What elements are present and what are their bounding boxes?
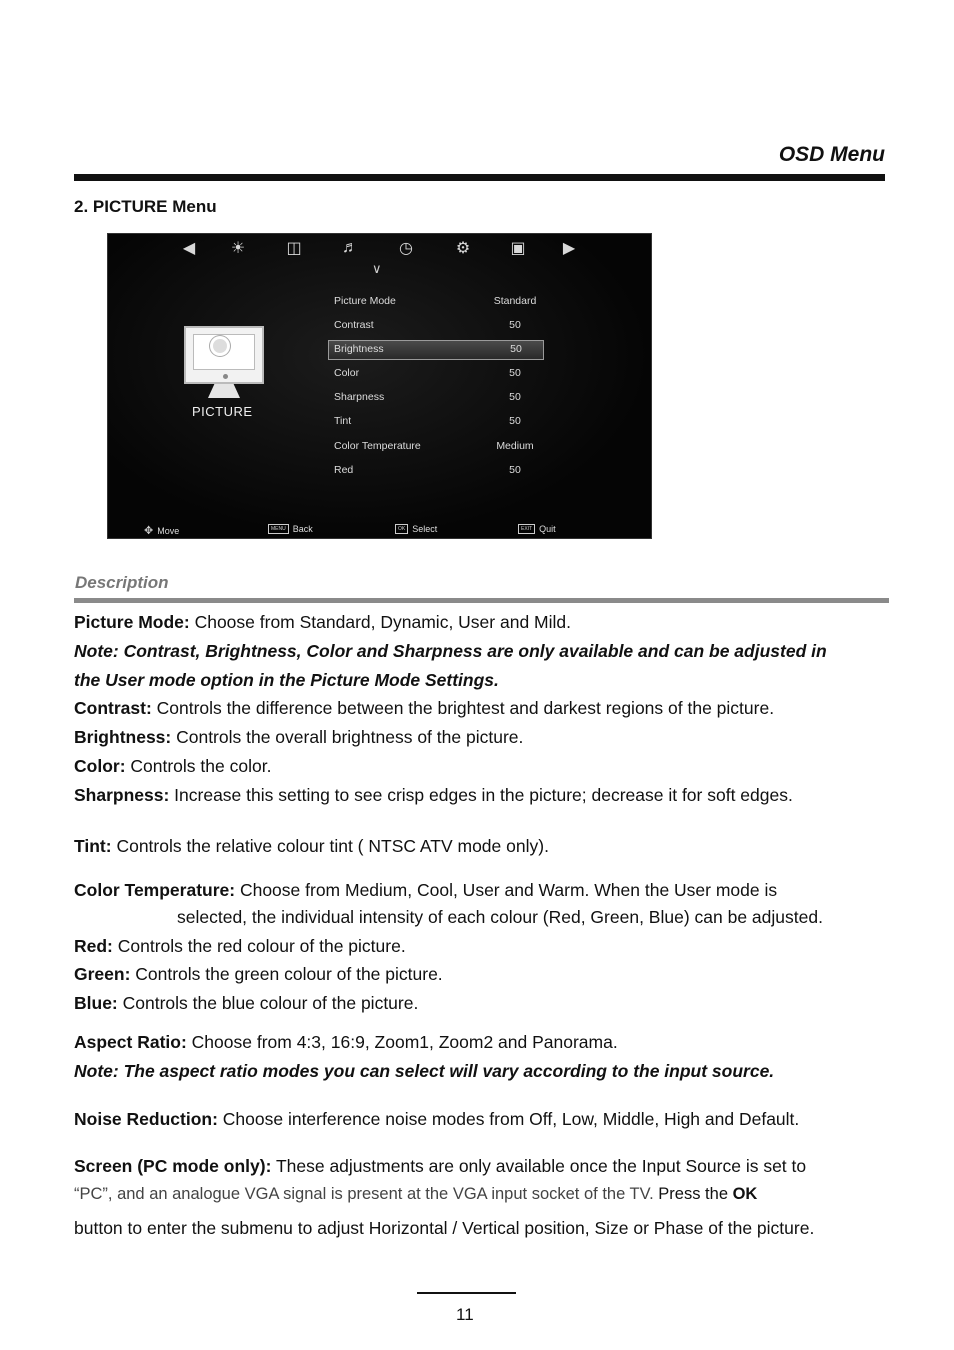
osd-row-value: 50: [509, 391, 521, 403]
osd-row-label: Color Temperature: [334, 440, 421, 452]
setup-icon: ⚙: [455, 240, 471, 257]
term-label: Green:: [74, 964, 131, 984]
osd-row-value: 50: [510, 343, 522, 355]
hint-label: Move: [157, 525, 180, 536]
osd-row-sharpness[interactable]: [334, 388, 542, 408]
osd-hint-move: [144, 524, 179, 537]
osd-hint-back: [268, 524, 313, 534]
term-text: position, Size or Phase of the picture.: [524, 1218, 815, 1238]
osd-row-value: 50: [509, 319, 521, 331]
term-text: These adjustments are only available once the Input Source is set to: [271, 1156, 807, 1176]
term-text: Controls the relative colour tint ( NTSC ATV mode only).: [111, 836, 549, 856]
term-text: Choose interference noise modes from Off, Low, Middle, High and Default.: [217, 1109, 800, 1129]
term-text: Controls the difference between the brightest and darkest regions of the picture.: [151, 698, 775, 718]
term-text: button to enter the submenu to adjust Horizontal / Vertical: [74, 1218, 520, 1238]
term-text: Controls the green colour of the picture.: [130, 964, 443, 984]
red-description: [74, 936, 406, 957]
blue-description: [74, 993, 418, 1014]
monitor-stand: [208, 384, 240, 398]
ok-key-label: OK: [732, 1185, 758, 1203]
term-label: Screen (PC mode only):: [74, 1156, 272, 1176]
osd-row-label: Tint: [334, 415, 352, 427]
term-text: Choose from Medium, Cool, User and Warm. When the User mode is: [235, 880, 778, 900]
sharpness-description: [74, 785, 793, 806]
term-text: Controls the red colour of the picture.: [112, 936, 406, 956]
tint-description: [74, 836, 549, 857]
screen-description: [74, 1156, 806, 1177]
osd-row-color[interactable]: [334, 364, 542, 384]
term-label: Red:: [74, 936, 113, 956]
osd-row-label: Sharpness: [334, 391, 385, 403]
osd-row-value: 50: [509, 415, 521, 427]
color-temperature-description-cont: selected, the individual intensity of each colour (Red, Green, Blue) can be adjusted.: [177, 907, 823, 927]
osd-row-label: Picture Mode: [334, 295, 396, 307]
term-label: Noise Reduction:: [74, 1109, 218, 1129]
screen-description-line-3: [74, 1218, 814, 1239]
brightness-description: [74, 727, 523, 748]
noise-reduction-description: [74, 1109, 799, 1130]
osd-row-brightness[interactable]: [328, 340, 544, 360]
term-text: Controls the blue colour of the picture.: [117, 993, 419, 1013]
move-arrows-icon: ✥: [144, 525, 154, 537]
osd-screenshot: [107, 233, 652, 539]
osd-row-red[interactable]: [334, 461, 542, 481]
term-label: Aspect Ratio:: [74, 1032, 187, 1052]
osd-row-contrast[interactable]: [334, 316, 542, 336]
header-divider: [74, 174, 885, 181]
hint-label: Quit: [539, 524, 556, 534]
description-divider: [74, 598, 889, 603]
note-line-1: Note: Contrast, Brightness, Color and Sharpness are only available and can be adjusted in: [74, 641, 827, 661]
picture-monitor-icon: [184, 326, 264, 384]
term-label: Sharpness:: [74, 785, 170, 805]
term-text: Choose from 4:3, 16:9, Zoom1, Zoom2 and Panorama.: [186, 1032, 618, 1052]
aspect-ratio-description: [74, 1032, 618, 1053]
aspect-ratio-note: Note: The aspect ratio modes you can select will vary according to the input source.: [74, 1061, 775, 1081]
osd-row-label: Color: [334, 367, 360, 379]
osd-row-value: Standard: [493, 295, 537, 307]
picture-mode-description: [74, 612, 571, 633]
ok-key-icon: OK: [395, 524, 408, 534]
term-text: Controls the overall brightness of the picture.: [171, 727, 524, 747]
term-text: Choose from Standard, Dynamic, User and Mild.: [189, 612, 571, 632]
hint-label: Select: [412, 524, 438, 534]
osd-row-label: Contrast: [334, 319, 374, 331]
note-line-2: the User mode option in the Picture Mode Settings.: [74, 670, 499, 690]
term-label: Color:: [74, 756, 126, 776]
pc-icon: ◫: [286, 240, 302, 257]
screen-description-line-2: [74, 1184, 757, 1205]
term-label: Tint:: [74, 836, 112, 856]
description-title: Description: [75, 573, 169, 592]
right-arrow-icon: ▶: [562, 240, 576, 257]
term-label: Picture Mode:: [74, 612, 190, 632]
page-number: 11: [456, 1305, 474, 1324]
osd-row-tint[interactable]: [334, 412, 542, 432]
timer-icon: ◷: [399, 240, 413, 257]
menu-key-icon: MENU: [268, 524, 289, 534]
footer-divider: [417, 1292, 516, 1294]
chevron-down-icon: ∨: [372, 261, 382, 276]
page-header-title: OSD Menu: [778, 143, 885, 166]
hint-label: Back: [292, 524, 313, 534]
osd-row-value: 50: [509, 367, 521, 379]
osd-row-color-temperature[interactable]: [334, 437, 542, 457]
contrast-description: [74, 698, 774, 719]
osd-row-label: Red: [334, 464, 354, 476]
lock-icon: ▣: [510, 240, 526, 257]
color-temperature-description: [74, 880, 777, 901]
term-label: Contrast:: [74, 698, 152, 718]
term-text: Increase this setting to see crisp edges in the picture; decrease it for soft edges.: [169, 785, 793, 805]
term-text: Press the: [658, 1185, 733, 1203]
picture-icon: ☀: [230, 240, 246, 257]
osd-row-picture-mode[interactable]: [334, 292, 542, 312]
sound-icon: ♬: [342, 239, 358, 256]
green-description: [74, 964, 443, 985]
term-text: Controls the color.: [125, 756, 272, 776]
section-title: 2. PICTURE Menu: [74, 197, 217, 216]
term-label: Brightness:: [74, 727, 172, 747]
osd-hint-quit: [518, 524, 556, 534]
left-arrow-icon: ◀: [182, 240, 196, 257]
color-description: [74, 756, 271, 777]
term-text: “PC”, and an analogue VGA signal is present at the VGA input socket of the TV.: [74, 1185, 654, 1203]
osd-hint-select: [395, 524, 437, 534]
osd-row-label: Brightness: [334, 343, 384, 355]
osd-menu-title: PICTURE: [192, 404, 253, 419]
osd-row-value: 50: [509, 464, 521, 476]
exit-key-icon: EXIT: [518, 524, 535, 534]
term-label: Blue:: [74, 993, 118, 1013]
osd-row-value: Medium: [496, 440, 534, 452]
term-label: Color Temperature:: [74, 880, 236, 900]
